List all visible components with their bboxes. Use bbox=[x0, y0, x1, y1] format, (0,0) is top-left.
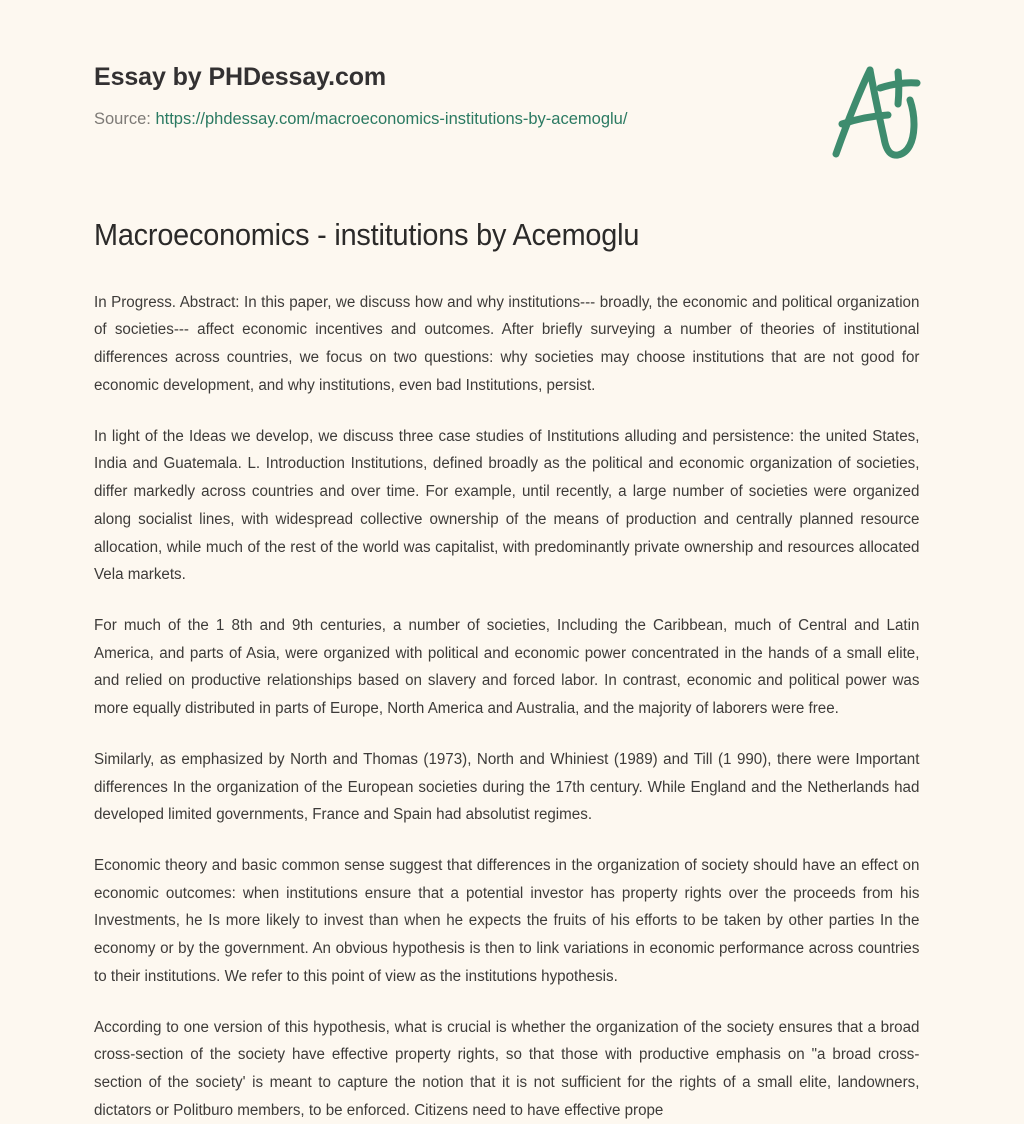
source-line bbox=[94, 110, 794, 130]
a-plus-logo-glyph bbox=[818, 58, 926, 168]
paragraph: Economic theory and basic common sense suggest that differences in the organization of society should have an effect on economic outcomes: when institutions ensure that a potential investor has property rights over the proceeds from his Investments, he Is more likely to invest than when he expects the fruits of his efforts to be taken by other parties In the economy or by the government. An obvious hypothesis is then to link variations in economic performance across countries to their institutions. We refer to this point of view as the institutions hypothesis. bbox=[94, 856, 920, 985]
article-body bbox=[94, 289, 932, 1124]
page-header bbox=[94, 64, 794, 129]
source-url-link[interactable]: https://phdessay.com/macroeconomics-institutions-by-acemoglu/ bbox=[155, 109, 628, 128]
paragraph: For much of the 1 8th and 9th centuries, a number of societies, Including the Caribbean, much of Central and Latin America, and parts of Asia, were organized with political and economic power concentrated in the hands of a small elite, and relied on productive relationships based on slavery and forced labor. In contrast, economic and political power was more equally distributed in parts of Europe, North America and Australia, and the majority of laborers were free. bbox=[94, 616, 920, 718]
paragraph: In Progress. Abstract: In this paper, we discuss how and why institutions--- broadly, the economic and political organization of societies--- affect economic incentives and outcomes. After briefly surveying a number of theories of institutional differences across countries, we focus on two questions: why societies may choose institutions that are not good for economic development, and why institutions, even bad Institutions, persist. bbox=[94, 293, 920, 394]
brand-title: Essay by PHDessay.com bbox=[94, 63, 387, 91]
paragraph: According to one version of this hypothesis, what is crucial is whether the organization of the society ensures that a broad cross-section of the society have effective property rights, so that those with productive emphasis on "a broad cross-section of the society' is meant to capture the notion that it is not sufficient for the rights of a small elite, landowners, dictators or Politburo members, to be enforced. Citizens need to have effective prope bbox=[94, 1018, 920, 1119]
article bbox=[94, 216, 932, 1124]
source-label: Source: bbox=[94, 109, 156, 128]
paragraph: Similarly, as emphasized by North and Thomas (1973), North and Whiniest (1989) and Till (1 990), there were Important differences In the organization of the European societies during the 17th century. While England and the Netherlands had developed limited governments, France and Spain had absolutist regimes. bbox=[94, 750, 920, 824]
paragraph: In light of the Ideas we develop, we discuss three case studies of Institutions alluding and persistence: the united States, India and Guatemala. L. Introduction Institutions, defined broadly as the political and economic organization of societies, differ markedly across countries and over time. For example, until recently, a large number of societies were organized along socialist lines, with widespread collective ownership of the means of production and centrally planned resource allocation, while much of the rest of the world was capitalist, with predominantly private ownership and resources allocated Vela markets. bbox=[94, 427, 920, 584]
phdessay-a-plus-logo-icon bbox=[818, 58, 926, 168]
page-title: Macroeconomics - institutions by Acemoglu bbox=[94, 217, 640, 252]
